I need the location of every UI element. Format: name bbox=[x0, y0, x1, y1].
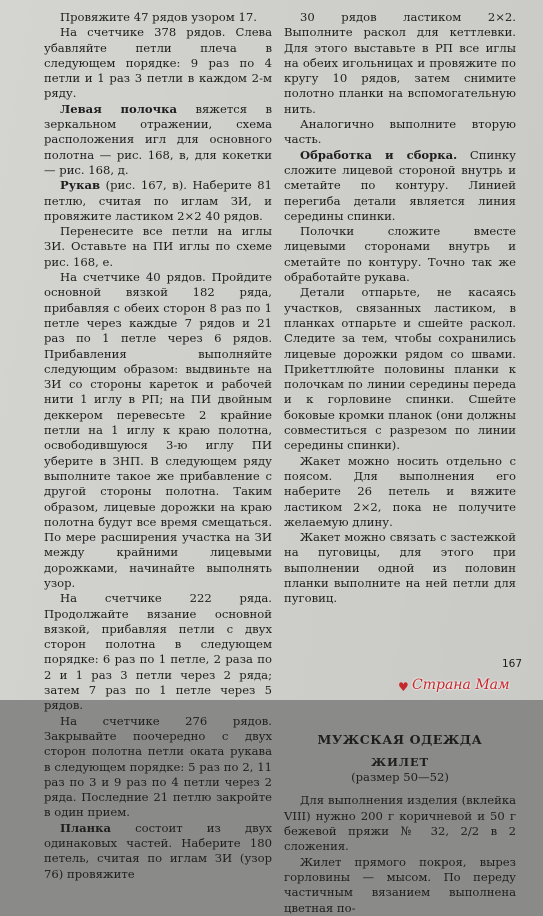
paragraph bbox=[284, 454, 516, 530]
right-column-bottom bbox=[284, 793, 516, 915]
paragraph-text: Полочки сложите вместе лицевыми сторонами внутрь и сметайте по контуру. Точно так же обработайте рукава. bbox=[284, 224, 516, 285]
paragraph bbox=[284, 148, 516, 224]
paragraph-text: Спинку сложите лицевой стороной внутрь и сметайте по контуру. Линией перегиба детали является линия середины спинки. bbox=[284, 147, 516, 223]
paragraph bbox=[44, 25, 272, 101]
right-text-column bbox=[284, 10, 516, 916]
paragraph bbox=[44, 178, 272, 224]
paragraph bbox=[284, 793, 516, 854]
item-title: ЖИЛЕТ bbox=[371, 754, 429, 769]
paragraph-text: На счетчике 378 рядов. Слева убавляйте петли плеча в следующем порядке: 9 раз по 4 петли и 1 раз 3 петли в каждом 2-м ряду. bbox=[44, 25, 272, 101]
paragraph-text: Аналогично выполните вторую часть. bbox=[284, 117, 516, 147]
paragraph-text: На счетчике 40 рядов. Пройдите основной вязкой 182 ряда, прибавляя с обеих сторон 8 раз по 1 петле через каждые 7 рядов и 21 раз по 1 петле через 6 рядов. Прибавления выполняйте следующим образом: выдвиньте на ЗИ со стороны кареток и рабочей нити 1 иглу в РП; на ПИ двойным деккером перевесьте 2 крайние петли на 1 иглу к краю полотна, освободившуюся 3-ю иглу ПИ уберите в ЗНП. В следующем ряду выполните такое же прибавление с другой стороны полотна. Таким образом, лицевые дорожки на краю полотна будут все время смещаться. По мере расширения участка на ЗИ между крайними лицевыми дорожками, начинайте выполнять узор. bbox=[44, 270, 272, 590]
paragraph-text: Жакет можно связать с застежкой на пуговицы, для этого при выполнении одной из половин планки выполните на ней петли для пуговиц. bbox=[284, 530, 516, 606]
paragraph-text: Провяжите 47 рядов узором 17. bbox=[60, 10, 257, 24]
paragraph bbox=[284, 10, 516, 117]
paragraph bbox=[44, 714, 272, 821]
paragraph-text: 30 рядов ластиком 2×2. Выполните раскол для кеттлевки. Для этого выставьте в РП все иглы на обеих игольницах и провяжите по кругу 10 рядов, затем снимите полотно планки на вспомогательную нить. bbox=[284, 10, 516, 116]
paragraph bbox=[284, 285, 516, 453]
paragraph bbox=[44, 102, 272, 178]
paragraph-lead: Планка bbox=[60, 820, 112, 835]
paragraph bbox=[44, 10, 272, 25]
paragraph-text: Для выполнения изделия (вклейка VIII) нужно 200 г коричневой и 50 г бежевой пряжи № 32, 2/2 в 2 сложения. bbox=[284, 793, 516, 854]
paragraph-text: Детали отпарьте, не касаясь участков, связанных ластиком, в планках отпарьте и сшейте раскол. Следите за тем, чтобы сохранились лицевые дорожки рядом со швами. Приkеттлюйте половины планки к полочкам по линии середины переда и к горловине спинки. Сшейте боковые кромки планок (они должны совместиться с разрезом по линии середины спинки). bbox=[284, 285, 516, 453]
paragraph-text: состоит из двух одинаковых частей. Наберите 180 петель, считая по иглам ЗИ (узор 76) провяжите bbox=[44, 820, 272, 881]
paragraph-text: вяжется в зеркальном отражении, схема расположения игл для основного полотна — рис. 168, в, для кокетки — рис. 168, д. bbox=[44, 101, 272, 177]
section-title: МУЖСКАЯ ОДЕЖДА bbox=[317, 731, 483, 747]
size-note: (размер 50—52) bbox=[351, 770, 449, 785]
paragraph bbox=[284, 855, 516, 916]
paragraph bbox=[284, 117, 516, 148]
paragraph-lead: Левая полочка bbox=[60, 101, 178, 116]
paragraph bbox=[44, 591, 272, 713]
paragraph bbox=[44, 270, 272, 591]
paragraph-text: На счетчике 276 рядов. Закрывайте поочередно с двух сторон полотна петли оката рукава в следующем порядке: 5 раз по 2, 11 раз по 3 и 9 раз по 4 петли через 2 ряда. Последние 21 петлю закройте в один прием. bbox=[44, 713, 272, 820]
left-text-column bbox=[44, 10, 272, 882]
paragraph-text: (рис. 167, в). Наберите 81 петлю, считая по иглам ЗИ, и провяжите ластиком 2×2 40 рядов. bbox=[44, 178, 272, 223]
paragraph bbox=[44, 821, 272, 882]
paragraph-text: На счетчике 222 ряда. Продолжайте вязание основной вязкой, прибавляя петли с двух сторон полотна в следующем порядке: 6 раз по 1 петле, 2 раза по 2 и 1 раз 3 петли через 2 ряда; затем 7 раз по 1 петле через 5 рядов. bbox=[44, 591, 272, 713]
paragraph bbox=[284, 224, 516, 285]
paragraph-lead: Рукав bbox=[60, 178, 101, 193]
paragraph-lead: Обработка и сборка. bbox=[300, 147, 458, 162]
paragraph-text: Жакет можно носить отдельно с поясом. Для выполнения его наберите 26 петель и вяжите ластиком 2×2, пока не получите желаемую длину. bbox=[284, 453, 516, 529]
paragraph-text: Перенесите все петли на иглы ЗИ. Оставьте на ПИ иглы по схеме рис. 168, е. bbox=[44, 224, 272, 269]
page-number: 167 bbox=[502, 658, 523, 670]
paragraph bbox=[284, 530, 516, 606]
paragraph-text: Жилет прямого покроя, вырез горловины — мысом. По переду частичным вязанием выполнена цветная по- bbox=[284, 854, 516, 915]
watermark: Страна Мам bbox=[412, 677, 510, 693]
paragraph bbox=[44, 224, 272, 270]
heart-icon: ♥ bbox=[398, 680, 409, 694]
right-column-top bbox=[284, 10, 516, 607]
